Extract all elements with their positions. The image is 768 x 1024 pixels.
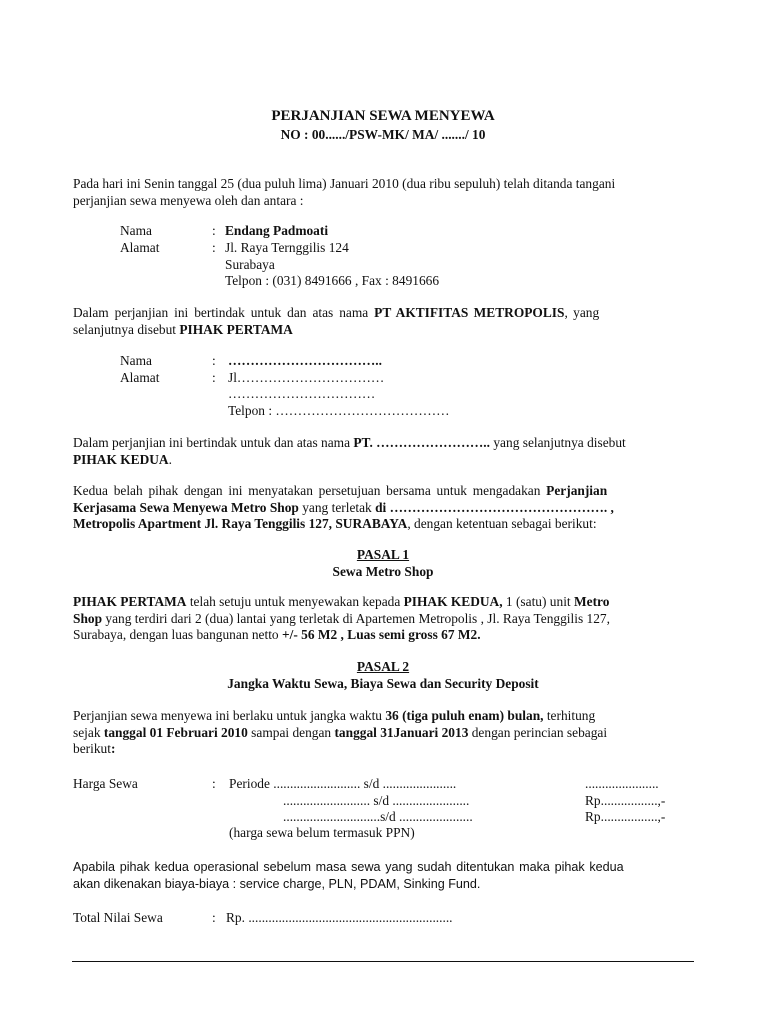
p4-line-2: akan dikenakan biaya-biaya : service charge, PLN, PDAM, Sinking Fund. [73,877,481,891]
document-number: NO : 00....../PSW-MK/ MA/ ......./ 10 [280,127,486,142]
p3-location-blank: di …………………………………………. , [375,500,614,515]
p3-line-1 [73,483,607,500]
intro-line-2: perjanjian sewa menyewa oleh dan antara : [73,193,304,208]
party1-alamat-1: Jl. Raya Ternggilis 124 [225,240,349,255]
p3-text-b: yang terletak [298,500,376,515]
harga-label: Harga Sewa [73,776,138,791]
pasal2-line-1 [73,708,595,725]
p1-text-a: Dalam perjanjian ini bertindak untuk dan atas nama [73,305,375,320]
p2-text-c: yang selanjutnya disebut [490,435,626,450]
p1-line-1 [73,305,694,322]
party1-nama-label: Nama [120,223,152,238]
total-label: Total Nilai Sewa [73,910,163,925]
harga-row-1-amount: ...................... [585,776,659,791]
pasal2-line-3 [73,741,115,758]
party2-nama: …………………………….. [228,353,382,368]
pasal1-text-b: 1 (satu) unit [502,594,574,609]
harga-colon: : [212,776,216,791]
party1-telpon: Telpon : (031) 8491666 , Fax : 8491666 [225,273,440,288]
p2-pihak-kedua: PIHAK KEDUA [73,452,169,467]
pasal2-text-c: sejak [73,725,104,740]
p1-line-2 [73,322,293,339]
pasal2-duration: 36 (tiga puluh enam) bulan, [385,708,544,723]
pasal2-text-d: sampai dengan [247,725,335,740]
party2-alamat-1: Jl…………………………… [228,370,385,385]
party1-alamat-label: Alamat [120,240,160,255]
p2-period: . [168,452,172,467]
p3-line-3 [73,516,597,533]
pasal1-heading: PASAL 1 [356,547,410,562]
pasal2-line-2 [73,725,607,742]
pasal2-subtitle: Jangka Waktu Sewa, Biaya Sewa dan Security Deposit [227,676,539,691]
pasal1-shop: Shop [73,611,103,626]
pasal2-text-a: Perjanjian sewa menyewa ini berlaku untuk jangka waktu [73,708,386,723]
p1-text-c: , yang [564,305,600,320]
harga-row-1: Periode .......................... s/d ...................... [229,776,457,791]
pasal2-colon: : [110,741,116,756]
p2-text-a: Dalam perjanjian ini bertindak untuk dan atas nama [73,435,354,450]
pasal1-metro: Metro [573,594,610,609]
harga-row-2: .......................... s/d ....................... [283,793,470,808]
party2-nama-colon: : [212,353,216,368]
party2-alamat-colon: : [212,370,216,385]
bottom-rule [72,961,694,962]
pasal2-text-b: terhitung [543,708,596,723]
p1-company: PT AKTIFITAS METROPOLIS [374,305,565,320]
p3-text-c: , dengan ketentuan sebagai berikut: [407,516,597,531]
p3-line-2 [73,500,614,517]
harga-row-3: .............................s/d ...................... [283,809,473,824]
p2-line-1 [73,435,626,452]
party1-alamat-2: Surabaya [225,257,275,272]
p2-line-2 [73,452,172,469]
party1-nama: Endang Padmoati [225,223,329,238]
p3-address: Metropolis Apartment Jl. Raya Tenggilis 127, SURABAYA [73,516,408,531]
party2-nama-label: Nama [120,353,152,368]
pasal1-luas: +/- 56 M2 , Luas semi gross 67 M2. [281,627,481,642]
party2-alamat-2: …………………………… [228,386,376,401]
party1-alamat-colon: : [212,240,216,255]
p1-pihak-pertama: PIHAK PERTAMA [179,322,293,337]
pasal2-start-date: tanggal 01 Februari 2010 [103,725,248,740]
pasal1-line-2 [73,611,610,628]
total-colon: : [212,910,216,925]
pasal1-line-3 [73,627,481,644]
p3-text-a: Kedua belah pihak dengan ini menyatakan persetujuan bersama untuk mengadakan [73,483,547,498]
pasal2-heading: PASAL 2 [356,659,410,674]
p2-company: PT. …………………….. [353,435,491,450]
pasal1-text-c: yang terdiri dari 2 (dua) lantai yang terletak di Apartemen Metropolis , Jl. Raya Tenggilis 127, [102,611,610,626]
pasal1-pihak-kedua: PIHAK KEDUA, [403,594,503,609]
pasal1-text-a: telah setuju untuk menyewakan kepada [186,594,404,609]
p4-line-1: Apabila pihak kedua operasional sebelum masa sewa yang sudah ditentukan maka pihak kedua [73,860,624,874]
party2-telpon: Telpon : ………………………………… [228,403,450,418]
pasal2-end-date: tanggal 31Januari 2013 [334,725,469,740]
pasal1-text-d: Surabaya, dengan luas bangunan netto [73,627,282,642]
harga-row-2-amount: Rp.................,- [585,793,666,808]
pasal1-subtitle: Sewa Metro Shop [332,564,434,579]
total-value: Rp. ............................................................. [226,910,453,925]
pasal2-text-f: berikut [73,741,111,756]
document-title: PERJANJIAN SEWA MENYEWA [271,108,495,124]
harga-row-3-amount: Rp.................,- [585,809,666,824]
p1-text-d: selanjutnya disebut [73,322,180,337]
party2-alamat-label: Alamat [120,370,160,385]
harga-note: (harga sewa belum termasuk PPN) [229,825,415,840]
pasal1-pihak-pertama: PIHAK PERTAMA [73,594,187,609]
p3-perjanjian: Perjanjian [546,483,608,498]
party1-nama-colon: : [212,223,216,238]
intro-line-1: Pada hari ini Senin tanggal 25 (dua puluh lima) Januari 2010 (dua ribu sepuluh) telah ditanda tangani [73,176,616,191]
pasal2-text-e: dengan perincian sebagai [468,725,608,740]
p3-kerjasama: Kerjasama Sewa Menyewa Metro Shop [73,500,299,515]
pasal1-line-1 [73,594,609,611]
